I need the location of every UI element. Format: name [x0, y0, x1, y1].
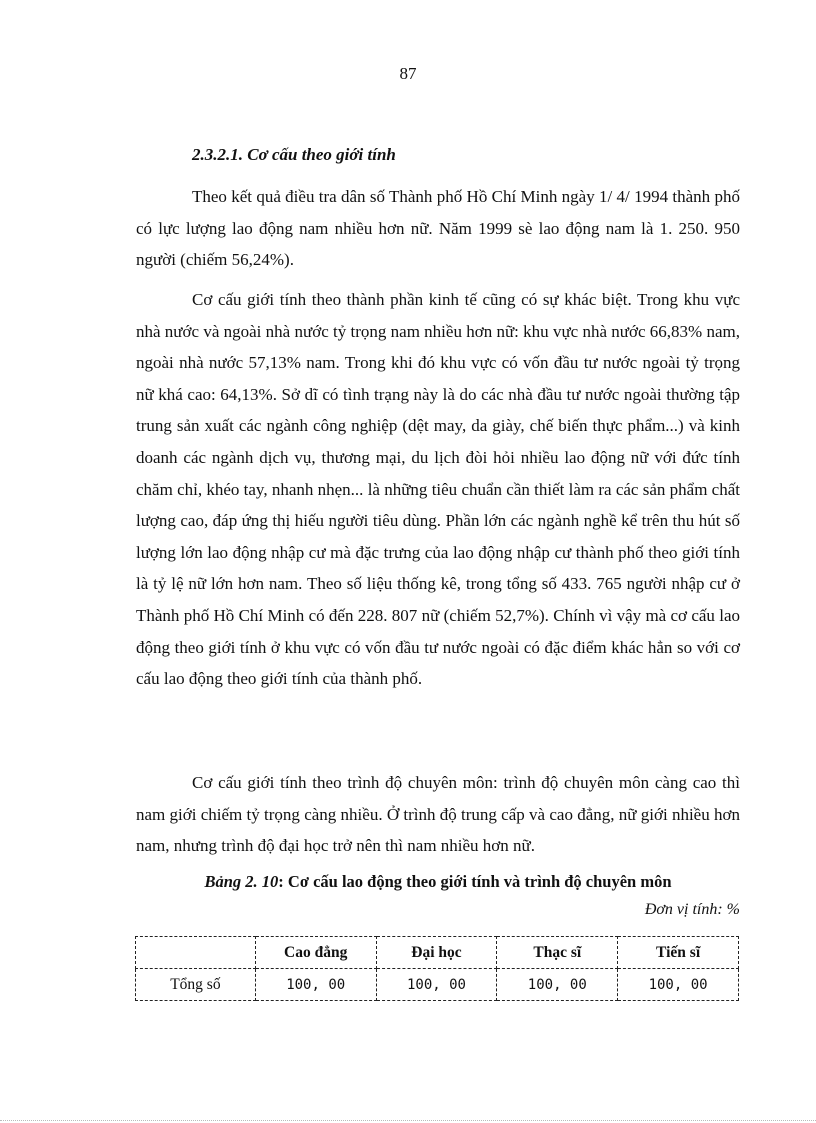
table-header-cell: Tiến sĩ [618, 937, 739, 969]
table-caption-text: : Cơ cấu lao động theo giới tính và trình độ chuyên môn [278, 872, 672, 891]
page-number: 87 [399, 64, 417, 83]
table-row [136, 969, 739, 1001]
table-header-row [136, 937, 739, 969]
table-cell: 100, 00 [376, 969, 497, 1001]
table-header-cell [136, 937, 256, 969]
table-cell: 100, 00 [255, 969, 376, 1001]
table-caption-label: Bảng 2. 10 [204, 872, 279, 891]
table-cell: 100, 00 [497, 969, 618, 1001]
table-row-label: Tổng số [136, 969, 256, 1001]
paragraph-1: Theo kết quả điều tra dân số Thành phố Hồ Chí Minh ngày 1/ 4/ 1994 thành phố có lực lượng lao động nam nhiều hơn nữ. Năm 1999 sè lao động nam là 1. 250. 950 người (chiếm 56,24%). [136, 187, 740, 270]
paragraph-3: Cơ cấu giới tính theo trình độ chuyên môn: trình độ chuyên môn càng cao thì nam giới chiếm tỷ trọng càng nhiều. Ở trình độ trung cấp và cao đẳng, nữ giới nhiều hơn nam, nhưng trình độ đại học trở nên thì nam nhiều hơn nữ. [136, 773, 740, 856]
table-header-cell: Cao đẳng [255, 937, 376, 969]
table-cell: 100, 00 [618, 969, 739, 1001]
data-table [135, 936, 739, 1001]
paragraph-2: Cơ cấu giới tính theo thành phần kinh tế cũng có sự khác biệt. Trong khu vực nhà nước và ngoài nhà nước tỷ trọng nam nhiều hơn nữ: khu vực nhà nước 66,83% nam, ngoài nhà nước 57,13% nam. Trong khi đó khu vực có vốn đầu tư nước ngoài tỷ trọng nữ khá cao: 64,13%. Sở dĩ có tình trạng này là do các nhà đầu tư nước ngoài thường tập trung sản xuất các ngành công nghiệp (dệt may, da giày, chế biến thực phẩm...) và kinh doanh các ngành dịch vụ, thương mại, du lịch đòi hỏi nhiều lao động nữ với đức tính chăm chỉ, khéo tay, nhanh nhẹn... là những tiêu chuẩn cần thiết làm ra các sản phẩm chất lượng cao, đáp ứng thị hiếu người tiêu dùng. Phần lớn các ngành nghề kể trên thu hút số lượng lớn lao động nhập cư mà đặc trưng của lao động nhập cư thành phố theo giới tính là tỷ lệ nữ lớn hơn nam. Theo số liệu thống kê, trong tổng số 433. 765 người nhập cư ở Thành phố Hồ Chí Minh có đến 228. 807 nữ (chiếm 52,7%). Chính vì vậy mà cơ cấu lao động theo giới tính ở khu vực có vốn đầu tư nước ngoài có đặc điểm khác hẳn so với cơ cấu lao động theo giới tính của thành phố. [136, 290, 740, 689]
unit-note: Đơn vị tính: % [644, 901, 740, 918]
section-heading: 2.3.2.1. Cơ cấu theo giới tính [192, 145, 396, 164]
table-caption [0, 872, 816, 892]
page-bottom-rule [0, 1120, 816, 1121]
table-header-cell: Thạc sĩ [497, 937, 618, 969]
table-header-cell: Đại học [376, 937, 497, 969]
